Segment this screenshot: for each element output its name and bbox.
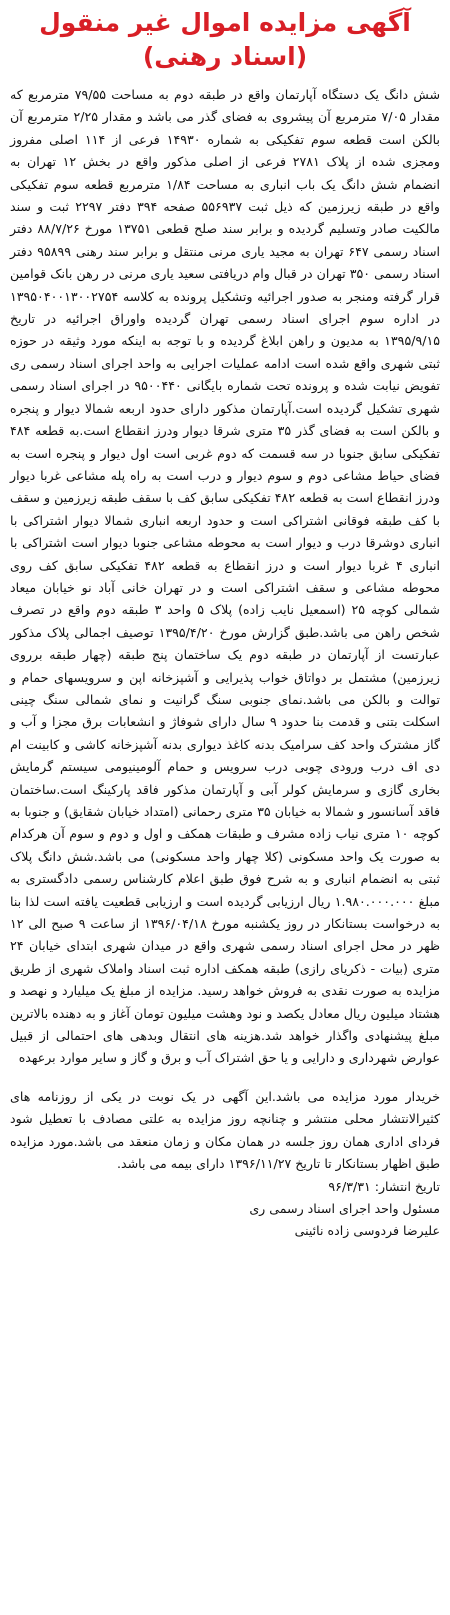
- publish-date: تاریخ انتشار: ۹۶/۳/۳۱: [328, 1178, 440, 1194]
- notice-closing-note: خریدار مورد مزایده می باشد.این آگهی در یک نوبت در یکی از روزنامه های کثیرالانتشار محلی منتشر و چنانچه روز مزایده به علتی مصادف با تعطیل شود فردای اداری همان روز جلسه در همان مکان و زمان منعقد می باشد.مورد مزایده طبق اظهار بستانکار تا تاریخ ۱۳۹۶/۱۱/۲۷ دارای بیمه می باشد.: [10, 1088, 440, 1172]
- notice-body: شش دانگ یک دستگاه آپارتمان واقع در طبقه دوم به مساحت ۷۹/۵۵ مترمربع که مقدار ۷/۰۵ مترمربع آن پیشروی به فضای گذر می باشد و مقدار ۲/۲۵ مترمربع آن بالکن است قطعه سوم تفکیکی به شماره ۱۴۹۳۰ فرعی از ۱۱۴ اصلی مفروز ومجزی شده از پلاک ۲۷۸۱ فرعی از اصلی مذکور واقع در بخش ۱۲ تهران به انضمام شش دانگ یک باب انباری به مساحت ۱/۸۴ مترمربع قطعه سوم تفکیکی واقع در طبقه زیرزمین که ذیل ثبت ۵۵۶۹۳۷ صفحه ۳۹۴ دفتر ۲۲۹۷ ثبت و سند مالکیت صادر وتسلیم گردیده و برابر سند صلح قطعی ۱۳۷۵۱ مورخ ۸۸/۷/۲۶ دفتر اسناد رسمی ۶۴۷ تهران به مجید یاری مرنی منتقل و برابر سند رهنی ۹۵۸۹۹ دفتر اسناد رسمی ۳۵۰ تهران در قبال وام دریافتی سعید یاری مرنی در رهن بانک قوامین قرار گرفته ومنجر به صدور اجرائیه وتشکیل پرونده به کلاسه ۱۳۹۵۰۴۰۰۱۳۰۰۲۷۵۴ در اداره سوم اجرای اسناد رسمی تهران گردیده واوراق اجرائیه در تاریخ ۱۳۹۵/۹/۱۵ به مدیون و راهن ابلاغ گردیده و با توجه به اینکه مورد وثیقه در حوزه ثبتی شهری واقع شده است ادامه عملیات اجرایی به واحد اجرای اسناد رسمی ری تفویض نیابت شده و پرونده تحت شماره بایگانی ۹۵۰۰۴۴۰ در اجرای اسناد رسمی شهری تشکیل گردیده است.آپارتمان مذکور دارای حدود اربعه شمالا دیوار و پنجره و بالکن است به فضای گذر ۳۵ متری شرقا دیوار ودرز انقطاع است.به قطعه ۴۸۴ تفکیکی سابق جنوبا در سه قسمت که دوم غربی است اول دیوار و پنجره است به فضای حیاط مشاعی دوم و سوم دیوار و درب است به راه پله مشاعی غربا دیوار ودرز انقطاع است به قطعه ۴۸۲ تفکیکی سابق کف با سقف طبقه زیرزمین و سقف با کف طبقه فوقانی اشتراکی است و حدود اربعه انباری شمالا دیوار اشتراکی با انباری دوشرقا درب و دیوار است به محوطه مشاعی جنوبا دیوار است اشتراکی با انباری ۴ غربا دیوار است و درز انقطاع به قطعه ۴۸۲ تفکیکی سابق کف روی محوطه مشاعی و سقف اشتراکی است و در تهران خانی آباد نو خیابان میعاد شمالی کوچه ۲۵ (اسمعیل نایب زاده) پلاک ۵ واحد ۳ طبقه دوم واقع در تصرف شخص راهن می باشد.طبق گزارش مورخ ۱۳۹۵/۴/۲۰ توصیف اجمالی پلاک مذکور عبارتست از آپارتمان در طبقه دوم یک ساختمان پنج طبقه (چهار طبقه برروی زیرزمین) مشتمل بر دواتاق خواب پذیرایی و آشپزخانه اپن و سرویسهای حمام و توالت و بالکن می باشد.نمای جنوبی سنگ گرانیت و نمای شمالی سنگ چینی اسکلت بتنی و قدمت بنا حدود ۹ سال دارای شوفاژ و انشعابات برق مجزا و آب و گاز مشترک واحد کف سرامیک بدنه کاغذ دیواری بدنه آشپزخانه کاشی و کابینت ام دی اف درب ورودی چوبی درب سرویس و حمام آلومینیومی سیستم گرمایش بخاری گازی و سرمایش کولر آبی و آپارتمان مذکور فاقد پارکینگ است.ساختمان فاقد آسانسور و شمالا به خیابان ۳۵ متری رحمانی (امتداد خیابان شقایق) و جنوبا به کوچه ۱۰ متری نیاب زاده مشرف و طبقات همکف و اول و دوم و سوم آن هرکدام به صورت یک واحد مسکونی (کلا چهار واحد مسکونی) می باشد.شش دانگ پلاک ثبتی به انضمام انباری و به شرح فوق طبق اعلام کارشناس رسمی دادگستری به مبلغ ۱.۹۸۰.۰۰۰.۰۰۰ ریال ارزیابی گردیده است و ارزیابی قطعیت یافته است لذا بنا به درخواست بستانکار در روز یکشنبه مورخ ۱۳۹۶/۰۴/۱۸ از ساعت ۹ صبح الی ۱۲ ظهر در محل اجرای اسناد رسمی شهری واقع در میدان شهری ابتدای خیابان ۲۴ متری (بیات - ذکریای رازی) طبقه همکف اداره ثبت اسناد واملاک شهری از طریق مزایده به صورت نقدی به فروش خواهد رسید. مزایده از مبلغ یک میلیارد و نهصد و هشتاد میلیون ریال معادل یکصد و نود وهشت میلیون تومان آغاز و به دهنده بالاترین مبلغ پیشنهادی واگذار خواهد شد.هزینه های انتقال وبدهی های احتمالی از قبیل عوارض شهرداری و دارایی و یا حق اشتراک آب و برق و گاز و سایر موارد برعهده: [10, 87, 441, 1066]
- notice-title: آگهی مزایده اموال غیر منقول (اسناد رهنی): [39, 8, 411, 71]
- office-title: مسئول واحد اجرای اسناد رسمی ری: [249, 1200, 440, 1216]
- signer-name: علیرضا فردوسی زاده نائینی: [294, 1223, 440, 1239]
